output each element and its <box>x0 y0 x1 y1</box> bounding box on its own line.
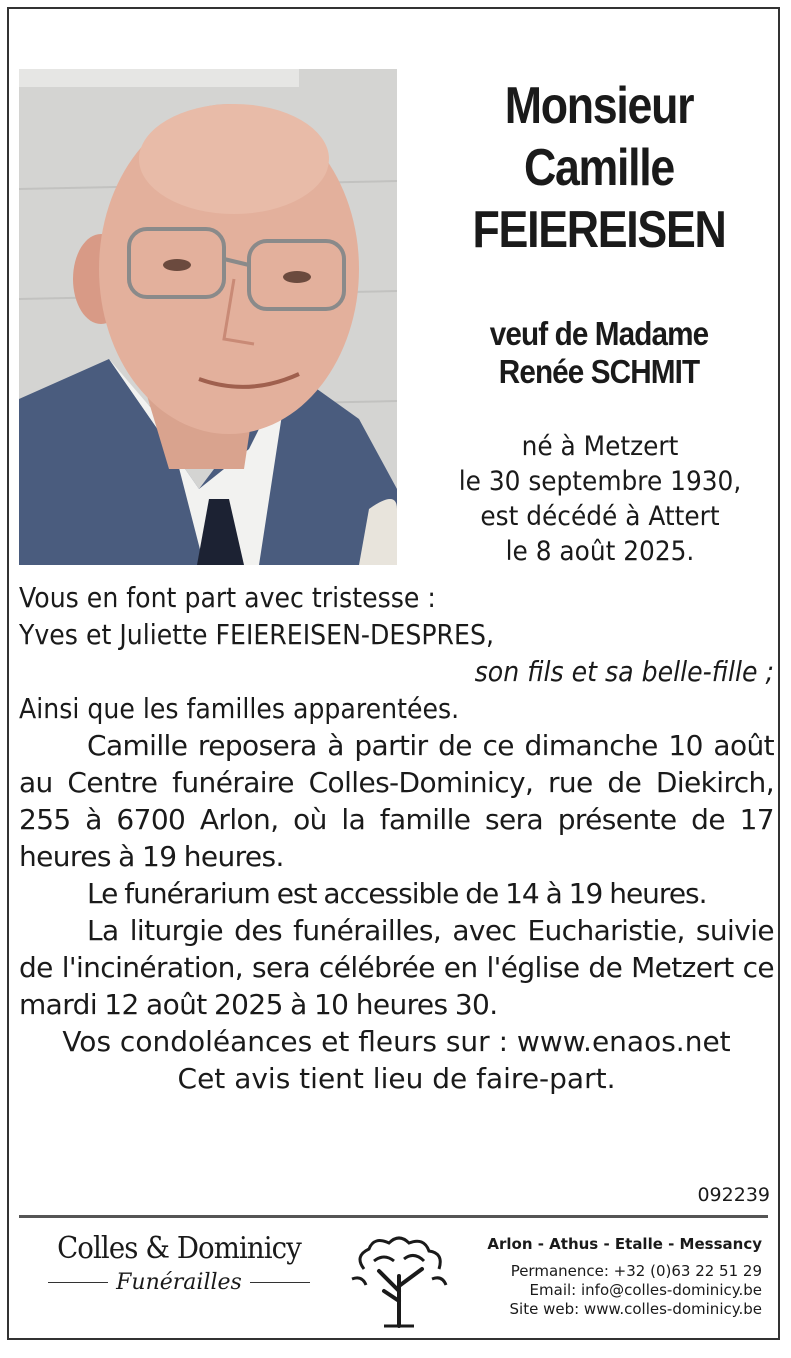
notice-line: Cet avis tient lieu de faire-part. <box>177 1062 616 1095</box>
death-date: le 8 août 2025. <box>505 536 695 567</box>
footer-divider <box>19 1215 768 1218</box>
rule-left <box>48 1282 108 1283</box>
viewing-paragraph: Camille reposera à partir de ce dimanche 10 août au Centre funéraire Colles-Dominicy, rue de Diekirch, 255 à 6700 Arlon, où la famille sera présente de 17 heures à 19 heures. <box>19 729 774 873</box>
spouse-info <box>419 315 779 391</box>
intro-line: Vous en font part avec tristesse : <box>19 581 436 614</box>
portrait-illustration <box>19 69 397 565</box>
rule-right <box>250 1282 310 1283</box>
deceased-name <box>419 75 779 261</box>
surname: FEIEREISEN <box>472 201 726 259</box>
announcement-body <box>19 579 774 1097</box>
reference-number: 092239 <box>697 1184 770 1206</box>
liturgy-paragraph: La liturgie des funérailles, avec Eucharistie, suivie de l'incinération, sera célébrée en l'église de Metzert ce mardi 12 août 2025 à 10 heures 30. <box>19 914 774 1021</box>
relation-line: son fils et sa belle-fille ; <box>474 655 774 688</box>
website: Site web: www.colles-dominicy.be <box>509 1300 762 1318</box>
email: Email: info@colles-dominicy.be <box>529 1281 762 1299</box>
brand-subtitle <box>39 1270 319 1295</box>
spouse-line-2: Renée SCHMIT <box>498 353 700 390</box>
birth-date: le 30 septembre 1930, <box>458 466 742 497</box>
spouse-line-1: veuf de Madame <box>489 315 709 352</box>
relatives-line: Ainsi que les familles apparentées. <box>19 692 460 725</box>
locations: Arlon - Athus - Etalle - Messancy <box>487 1235 762 1253</box>
first-name: Camille <box>523 139 675 197</box>
deathplace: est décédé à Attert <box>480 501 720 532</box>
access-paragraph: Le funérarium est accessible de 14 à 19 heures. <box>87 877 707 910</box>
phone: Permanence: +32 (0)63 22 51 29 <box>510 1262 762 1280</box>
title-line: Monsieur <box>504 77 694 135</box>
birthplace: né à Metzert <box>521 431 679 462</box>
brand-name: Colles & Dominicy <box>57 1231 301 1266</box>
funeral-home-logo <box>39 1231 319 1295</box>
family-line: Yves et Juliette FEIEREISEN-DESPRES, <box>19 618 494 651</box>
obituary-notice <box>7 7 780 1340</box>
condolences-line: Vos condoléances et fleurs sur : www.enaos.net <box>62 1025 731 1058</box>
subtitle-text: Funérailles <box>116 1270 242 1295</box>
contact-info <box>487 1235 762 1319</box>
birth-death-info <box>414 429 786 569</box>
portrait-photo <box>19 69 397 565</box>
tree-icon <box>344 1231 454 1331</box>
